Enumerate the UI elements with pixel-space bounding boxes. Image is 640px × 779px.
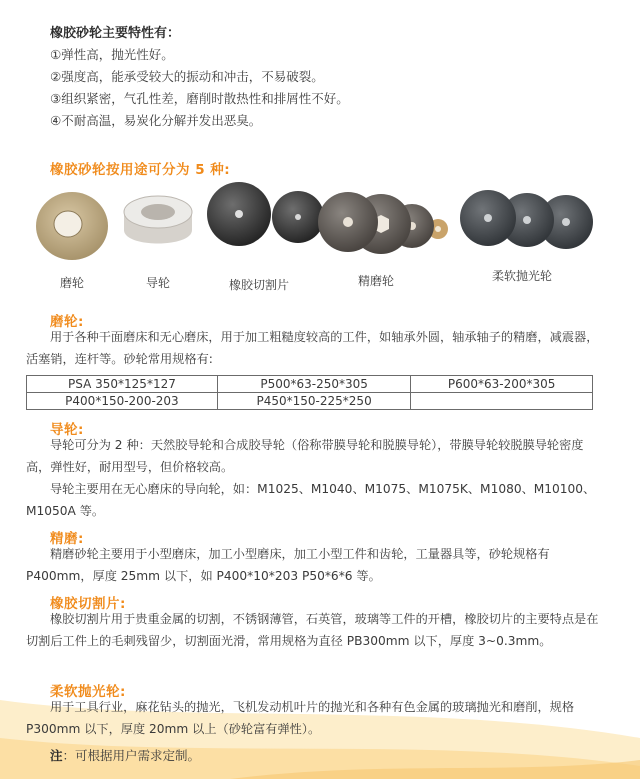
section-text-grinding: 用于各种干面磨床和无心磨床，用于加工粗糙度较高的工件，如轴承外圆，轴承轴子的精磨，减震器，活塞销，连杆等。砂轮常用规格有: — [26, 330, 599, 366]
section-text-polishing: 用于工具行业，麻花钻头的抛光，飞机发动机叶片的抛光和各种有色金属的玻璃抛光和磨削，规格 P300mm 以下，厚度 20mm 以上（砂轮富有弹性）。 — [26, 700, 575, 736]
custom-note: 注：可根据用户需求定制。 — [50, 748, 201, 763]
spec-cell — [411, 393, 593, 410]
polishing-wheel-image — [460, 190, 593, 249]
section-text-fine: 精磨砂轮主要用于小型磨床，加工小型磨床，加工小型工件和齿轮，工量器具等，砂轮规格有 P400mm，厚度 25mm 以下，如 P400*10*203 P50*6*6 等。 — [26, 547, 550, 583]
section-text-guide: 导轮可分为 2 种：天然胶导轮和合成胶导轮（俗称带膜导轮和脱膜导轮），带膜导轮较脱膜导轮密度高，弹性好，耐用型号，但价格较高。 — [26, 438, 584, 474]
feature-item: ③组织紧密，气孔性差，磨削时散热性和排屑性不好。 — [50, 91, 349, 106]
grinding-wheel-image — [36, 192, 108, 260]
section-text-cutting: 橡胶切割片用于贵重金属的切割，不锈钢薄管，石英管，玻璃等工件的开槽，橡胶切片的主要特点是在切割后工件上的毛刺残留少，切割面光滑，常用规格为直径 PB300mm 以下，厚度 3~0.3mm。 — [26, 612, 599, 648]
spec-cell: PSA 350*125*127 — [27, 376, 218, 393]
guide-wheel-image — [124, 196, 192, 244]
table-row — [27, 376, 593, 393]
section-title-guide: 导轮: — [50, 422, 84, 438]
section-text-guide-models: 导轮主要用在无心磨床的导向轮，如：M1025、M1040、M1075、M1075K、M1080、M10100、M1050A 等。 — [26, 482, 596, 518]
product-label: 柔软抛光轮 — [491, 269, 552, 283]
spec-cell: P400*150-200-203 — [27, 393, 218, 410]
features-title: 橡胶砂轮主要特性有： — [50, 26, 181, 41]
cutting-disc-image — [207, 182, 324, 246]
spec-cell: P600*63-200*305 — [411, 376, 593, 393]
product-label: 橡胶切割片 — [228, 278, 289, 292]
product-label: 精磨轮 — [357, 274, 394, 288]
feature-item: ④不耐高温，易炭化分解并发出恶臭。 — [50, 113, 262, 128]
section-title-fine: 精磨: — [50, 531, 84, 547]
feature-item: ①弹性高，抛光性好。 — [50, 47, 174, 62]
section-title-cutting: 橡胶切割片: — [50, 596, 126, 612]
section-title-polishing: 柔软抛光轮: — [50, 684, 126, 700]
spec-cell: P500*63-250*305 — [217, 376, 410, 393]
section-title-grinding: 磨轮: — [50, 314, 84, 330]
product-label: 导轮 — [145, 276, 170, 290]
table-row — [27, 393, 593, 410]
classification-title: 橡胶砂轮按用途可分为 5 种: — [50, 162, 231, 178]
fine-grinding-wheel-image — [318, 192, 448, 254]
product-images — [0, 182, 640, 272]
product-label: 磨轮 — [59, 276, 84, 290]
feature-item: ②强度高，能承受较大的振动和冲击，不易破裂。 — [50, 69, 324, 84]
spec-cell: P450*150-225*250 — [217, 393, 410, 410]
spec-table — [26, 375, 593, 410]
